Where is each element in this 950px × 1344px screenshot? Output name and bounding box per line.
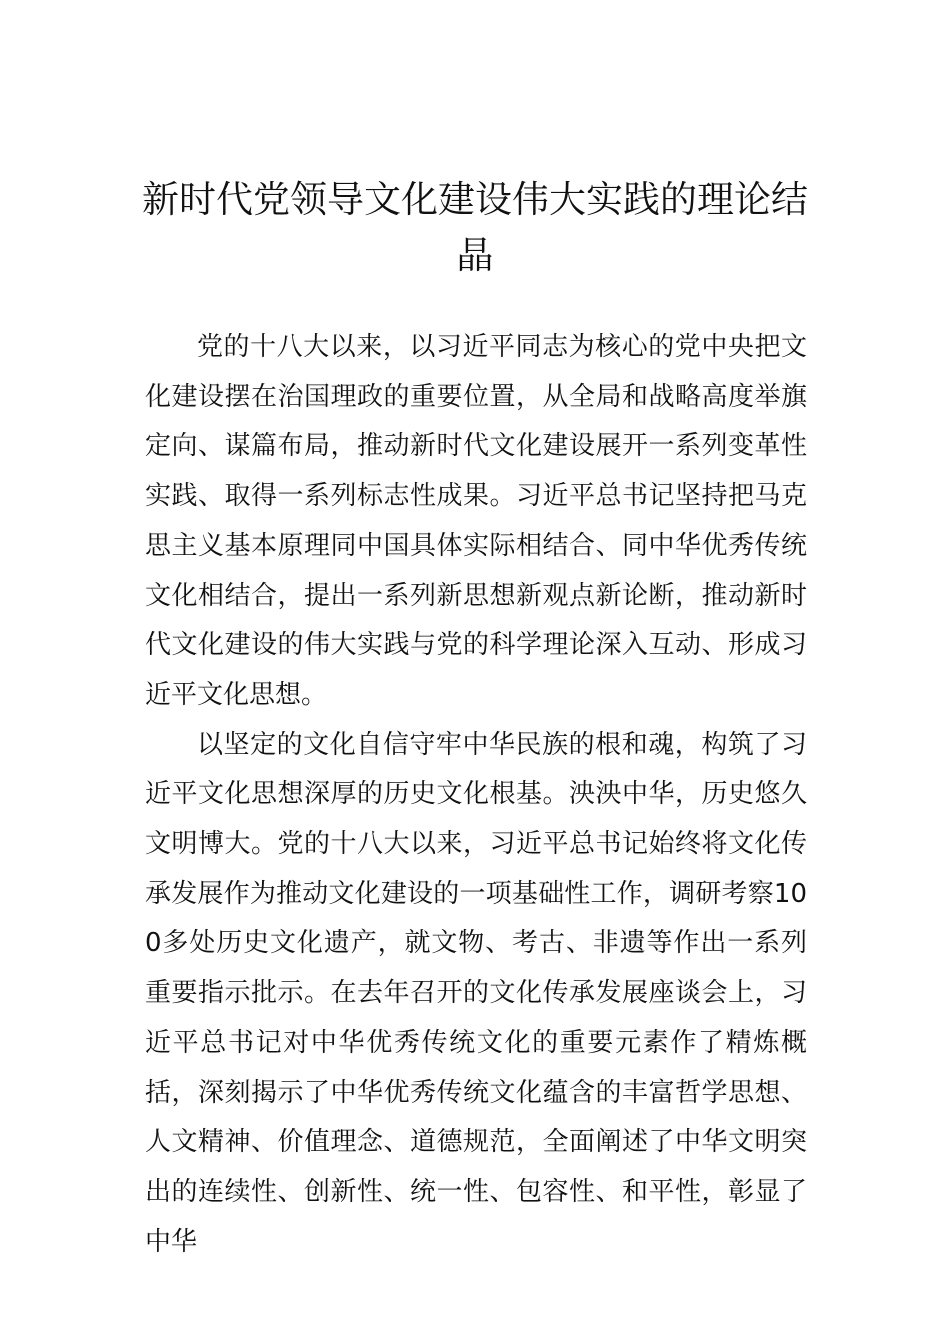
document-title: 新时代党领导文化建设伟大实践的理论结晶 (142, 178, 808, 277)
paragraph-1: 党的十八大以来，以习近平同志为核心的党中央把文化建设摆在治国理政的重要位置，从全局和战略高度举旗定向、谋篇布局，推动新时代文化建设展开一系列变革性实践、取得一系列标志性成果。习近平总书记坚持把马克思主义基本原理同中国具体实际相结合、同中华优秀传统文化相结合，提出一系列新思想新观点新论断，推动新时代文化建设的伟大实践与党的科学理论深入互动、形成习近平文化思想。 (145, 332, 807, 710)
paragraph-2: 以坚定的文化自信守牢中华民族的根和魂，构筑了习近平文化思想深厚的历史文化根基。泱泱中华，历史悠久文明博大。党的十八大以来，习近平总书记始终将文化传承发展作为推动文化建设的一项基础性工作，调研考察100多处历史文化遗产，就文物、考古、非遗等作出一系列重要指示批示。在去年召开的文化传承发展座谈会上，习近平总书记对中华优秀传统文化的重要元素作了精炼概括，深刻揭示了中华优秀传统文化蕴含的丰富哲学思想、人文精神、价值理念、道德规范，全面阐述了中华文明突出的连续性、创新性、统一性、包容性、和平性，彰显了中华 (145, 729, 807, 1257)
document-body (145, 323, 807, 1267)
